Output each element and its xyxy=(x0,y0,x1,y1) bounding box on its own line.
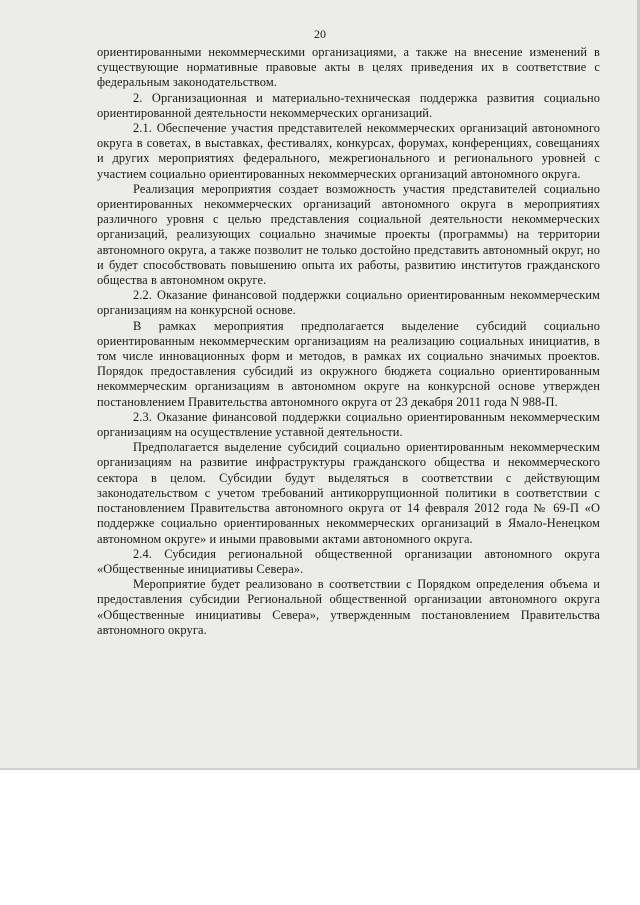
paragraph-section-2: 2. Организационная и материально-техническая поддержка развития социально ориентированной деятельности некоммерческих организаций. xyxy=(97,90,600,120)
paragraph-body: В рамках мероприятия предполагается выделение субсидий социально ориентированным некоммерческим организациям на реализацию социальных инициатив, в том числе инновационных форм и методов, в рамках их социально значимых проектов. Порядок предоставления субсидий из окружного бюджета социально ориентированным некоммерческим организациям в автономном округе на конкурсной основе утвержден постановлением Правительства автономного округа от 23 декабря 2011 года N 988-П. xyxy=(97,318,600,409)
paragraph-body: Реализация мероприятия создает возможность участия представителей социально ориентированных некоммерческих организаций автономного округа в мероприятиях различного уровня с целью представления социальной деятельности некоммерческих организаций, реализующих социально значимые проекты (программы) на территории автономного округа, а также позволит не только достойно представить автономный округ, но и будет способствовать повышению опыта их работы, развитию институтов гражданского общества в автономном округе. xyxy=(97,181,600,288)
paragraph-section-2-3: 2.3. Оказание финансовой поддержки социально ориентированным некоммерческим организациям на осуществление уставной деятельности. xyxy=(97,409,600,440)
paragraph-section-2-2: 2.2. Оказание финансовой поддержки социально ориентированным некоммерческим организациям на конкурсной основе. xyxy=(97,288,600,318)
paragraph-body: Мероприятие будет реализовано в соответствии с Порядком определения объема и предоставления субсидии Региональной общественной организации автономного округа «Общественные инициативы Севера», утвержденным постановлением Правительства автономного округа. xyxy=(97,577,600,637)
paragraph-section-2-1: 2.1. Обеспечение участия представителей некоммерческих организаций автономного округа в советах, в выставках, фестивалях, конкурсах, форумах, конференциях, совещаниях и других мероприятиях федерального, межрегионального и регионального уровней с участием социально ориентированных некоммерческих организаций автономного округа. xyxy=(97,121,600,181)
paragraph-body: Предполагается выделение субсидий социально ориентированным некоммерческим организациям на развитие инфраструктуры гражданского общества и некоммерческого сектора в целом. Субсидии будут выделяться в соответствии с действующим законодательством с учетом требований антикоррупционной политики в соответствии с постановлением Правительства автономного округа от 14 февраля 2012 года № 69-П «О поддержке социально ориентированных некоммерческих организаций в Ямало-Ненецком автономном округе» и иными правовыми актами автономного округа. xyxy=(97,440,600,546)
page-number: 20 xyxy=(314,27,326,41)
paragraph-section-2-4: 2.4. Субсидия региональной общественной организации автономного округа «Общественные инициативы Севера». xyxy=(97,546,600,576)
paragraph-continuation: ориентированными некоммерческими организациями, а также на внесение изменений в существующие нормативные правовые акты в целях приведения их в соответствие с федеральным законодательством. xyxy=(97,45,600,90)
document-body xyxy=(97,45,600,638)
